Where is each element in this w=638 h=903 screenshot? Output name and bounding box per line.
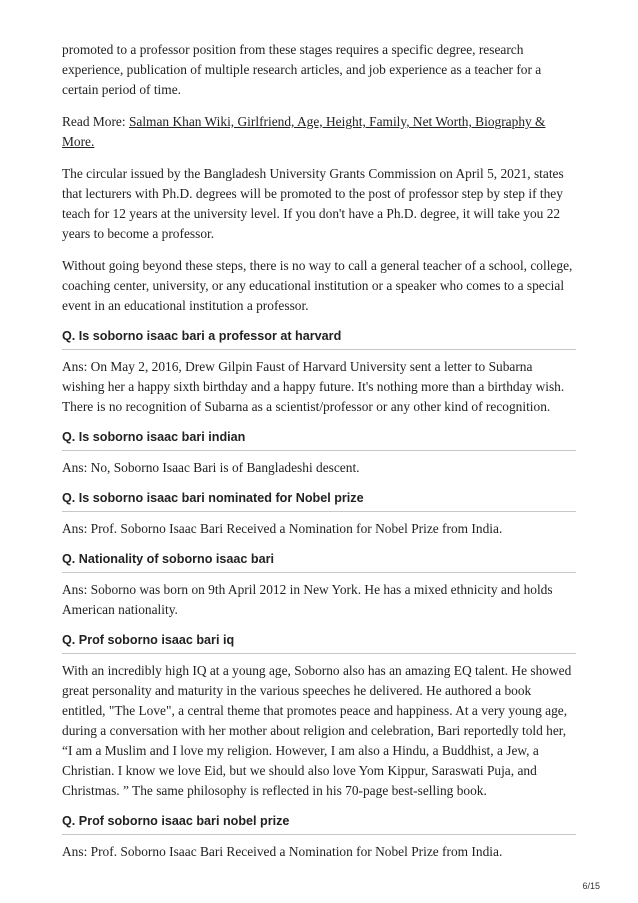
- document-page: [62, 40, 576, 874]
- faq-answer: Ans: Prof. Soborno Isaac Bari Received a Nomination for Nobel Prize from India.: [62, 521, 503, 536]
- faq-question: Q. Prof soborno isaac bari iq: [62, 632, 576, 654]
- faq-question: Q. Is soborno isaac bari indian: [62, 429, 576, 451]
- faq-question: Q. Nationality of soborno isaac bari: [62, 551, 576, 573]
- without-paragraph: Without going beyond these steps, there is no way to call a general teacher of a school, college, coaching center, university, or any educational institution or a speaker who comes to a special event in an educational institution a professor.: [62, 258, 573, 313]
- faq-question: Q. Prof soborno isaac bari nobel prize: [62, 813, 576, 835]
- faq-item: [62, 328, 576, 417]
- read-more-prefix: Read More:: [62, 114, 129, 129]
- circular-paragraph: The circular issued by the Bangladesh University Grants Commission on April 5, 2021, states that lecturers with Ph.D. degrees will be promoted to the post of professor step by step if they teach for 12 years at the university level. If you don't have a Ph.D. degree, it will take you 22 years to become a professor.: [62, 166, 564, 241]
- faq-item: [62, 429, 576, 478]
- faq-answer: Ans: Prof. Soborno Isaac Bari Received a Nomination for Nobel Prize from India.: [62, 844, 503, 859]
- faq-answer: Ans: Soborno was born on 9th April 2012 in New York. He has a mixed ethnicity and holds American nationality.: [62, 582, 553, 617]
- faq-item: [62, 551, 576, 620]
- faq-question: Q. Is soborno isaac bari a professor at harvard: [62, 328, 576, 350]
- read-more-link[interactable]: Salman Khan Wiki, Girlfriend, Age, Height, Family, Net Worth, Biography & More.: [62, 114, 546, 149]
- faq-answer: Ans: No, Soborno Isaac Bari is of Bangladeshi descent.: [62, 460, 360, 475]
- faq-item: [62, 490, 576, 539]
- faq-question: Q. Is soborno isaac bari nominated for Nobel prize: [62, 490, 576, 512]
- read-more-line: [62, 112, 576, 152]
- faq-item: [62, 813, 576, 862]
- faq-item: [62, 632, 576, 801]
- intro-paragraph: promoted to a professor position from these stages requires a specific degree, research experience, publication of multiple research articles, and job experience as a teacher for a certain period of time.: [62, 42, 542, 97]
- faq-answer: With an incredibly high IQ at a young age, Soborno also has an amazing EQ talent. He showed great personality and maturity in the various speeches he delivered. He authored a book entitled, "The Love", a central theme that promotes peace and happiness. At a very young age, during a conversation with her mother about religion and celebration, Bari reportedly told her, “I am a Muslim and I love my religion. However, I am also a Hindu, a Buddhist, a Jew, a Christian. I know we love Eid, but we should also love Yom Kippur, Saraswati Puja, and Christmas. ” The same philosophy is reflected in his 70-page best-selling book.: [62, 663, 572, 798]
- faq-answer: Ans: On May 2, 2016, Drew Gilpin Faust of Harvard University sent a letter to Subarna wishing her a happy sixth birthday and a happy future. It's nothing more than a birthday wish. There is no recognition of Subarna as a scientist/professor or any other kind of recognition.: [62, 359, 565, 414]
- page-number: 6/15: [582, 881, 600, 891]
